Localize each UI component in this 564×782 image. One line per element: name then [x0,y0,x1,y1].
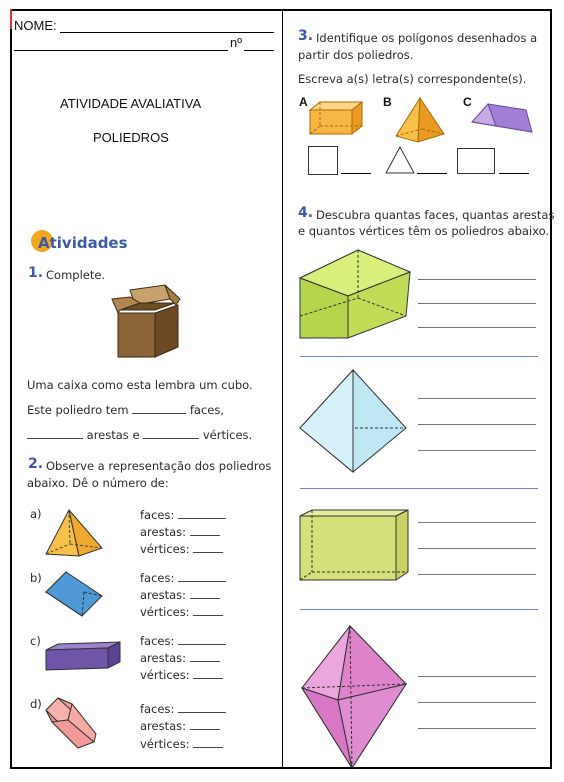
pink-pentagonal-prism [44,696,100,750]
number-line[interactable] [244,50,274,51]
item-a-edges: arestas: [140,525,220,539]
orange-cuboid [306,100,364,136]
cyan-bipyramid [298,368,410,474]
blue-triangular-prism [44,570,104,618]
q3-prompt-line1: Identifique os polígonos desenhados a [316,31,538,45]
item-d-edges: arestas: [140,719,220,733]
item-b-edges: arestas: [140,588,220,602]
q1-sentence3 [27,428,252,442]
item-c-edges: arestas: [140,651,220,665]
q4-prompt-line1: Descubra quantas faces, quantas arestas [316,208,555,222]
section-separator [300,609,538,610]
answer-line[interactable] [418,548,536,549]
item-d-vertices: vértices: [140,737,223,751]
q1-sentence3-end: vértices. [202,428,253,442]
green-prism [298,246,413,344]
purple-triangular-prism [468,102,536,136]
name-line[interactable] [60,32,274,33]
box-front [118,313,155,357]
column-divider [282,11,283,767]
item-a-faces: faces: [140,508,226,522]
answer-line[interactable] [418,279,536,280]
pink-octahedron [298,624,410,770]
activities-badge: Atividades [38,234,128,252]
box-illustration [110,285,190,360]
answer-line[interactable] [418,303,536,304]
answer-line[interactable] [418,327,536,328]
q4-number: 4. [298,205,314,221]
q3-instruction: Escreva a(s) letra(s) correspondente(s). [298,72,527,86]
section-separator [300,488,538,489]
activity-subtitle: POLIEDROS [93,130,169,145]
orange-pyramid [392,96,448,144]
number-label: nº [230,35,242,50]
edges-blank[interactable] [27,428,83,439]
rectangle-shape [457,148,495,174]
item-d-faces: faces: [140,702,226,716]
item-c-letter: c) [30,634,41,648]
answer-line[interactable] [418,728,536,729]
red-margin-mark [10,9,12,29]
triangle-answer-line[interactable] [417,173,447,174]
section-separator [300,356,538,357]
item-c-vertices: vértices: [140,668,223,682]
answer-line[interactable] [418,574,536,575]
answer-line[interactable] [418,398,536,399]
yellow-pyramid [44,508,104,558]
q1-prompt: Complete. [46,268,106,282]
q1-sentence2-start: Este poliedro tem [27,403,129,417]
answer-line[interactable] [418,450,536,451]
purple-rectangular-prism [44,640,124,672]
rectangle-answer-line[interactable] [499,173,529,174]
q3-prompt-line2: partir dos poliedros. [298,48,414,62]
q1-sentence3-start: arestas e [86,428,140,442]
answer-line[interactable] [418,424,536,425]
q1-sentence2 [27,403,224,417]
label-a: A [299,95,308,109]
faces-blank[interactable] [132,403,186,414]
square-shape [308,146,338,175]
q1-sentence2-end: faces, [189,403,225,417]
answer-line[interactable] [418,702,536,703]
name-line-2[interactable] [14,50,228,51]
item-b-vertices: vértices: [140,605,223,619]
item-a-letter: a) [30,507,42,521]
answer-line[interactable] [418,522,536,523]
square-answer-line[interactable] [341,173,371,174]
q3-number: 3. [298,28,314,44]
q2-prompt-line1: Observe a representação dos poliedros [46,459,272,473]
q2-number: 2. [28,456,44,472]
q1-sentence1: Uma caixa como esta lembra um cubo. [27,378,253,392]
vertices-blank[interactable] [143,428,199,439]
item-d-letter: d) [30,697,42,711]
box-side [155,305,178,357]
label-b: B [383,95,392,109]
q1-number: 1. [28,265,44,281]
item-b-faces: faces: [140,571,226,585]
item-c-faces: faces: [140,634,226,648]
item-a-vertices: vértices: [140,542,223,556]
triangle-shape [385,146,415,174]
item-b-letter: b) [30,571,42,585]
olive-cuboid [298,508,410,584]
q4-prompt-line2: e quantos vértices têm os poliedros abaixo. [298,224,550,238]
label-c: C [463,95,472,109]
q2-prompt-line2: abaixo. Dê o número de: [27,476,169,490]
name-label: NOME: [14,18,57,33]
activity-title: ATIVIDADE AVALIATIVA [60,96,202,111]
answer-line[interactable] [418,676,536,677]
